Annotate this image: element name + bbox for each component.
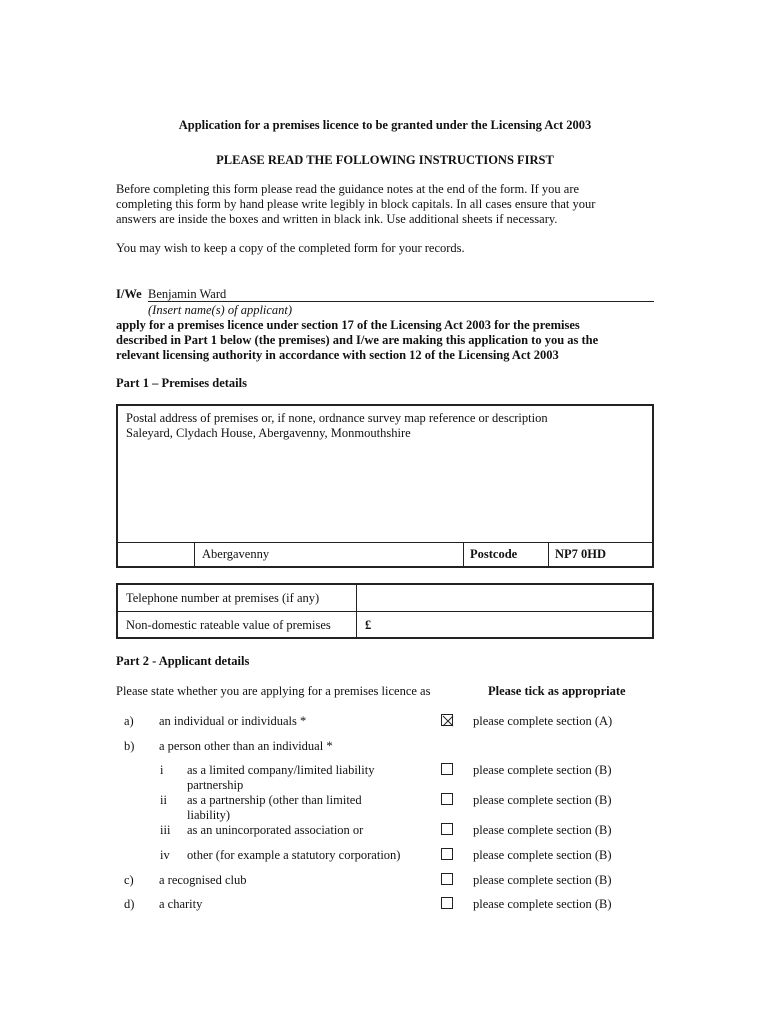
suboption-text: other (for example a statutory corporation) [187, 848, 401, 862]
option-key: a) [124, 714, 134, 728]
option-text: a recognised club [159, 873, 247, 887]
option-text: an individual or individuals * [159, 714, 307, 728]
postcode-label: Postcode [470, 547, 518, 561]
suboption-key: ii [160, 793, 167, 807]
applicant-label: I/We [116, 287, 142, 301]
option-key: c) [124, 873, 134, 887]
option-action: please complete section (B) [473, 848, 612, 862]
option-key: d) [124, 897, 135, 911]
applicant-statement [116, 318, 598, 363]
statement-line: described in Part 1 below (the premises) and I/we are making this application to you as the [116, 333, 599, 347]
intro-paragraph [116, 182, 595, 227]
unincorporated-checkbox[interactable] [441, 823, 453, 835]
suboption-text-line: as a limited company/limited liability [187, 763, 375, 777]
intro-line: answers are inside the boxes and written in black ink. Use additional sheets if necessary. [116, 212, 558, 226]
part2-heading: Part 2 - Applicant details [116, 654, 250, 668]
statement-line: apply for a premises licence under section 17 of the Licensing Act 2003 for the premises [116, 318, 580, 332]
form-title: Application for a premises licence to be granted under the Licensing Act 2003 [178, 118, 592, 132]
option-action: please complete section (A) [473, 714, 613, 728]
suboption-text-line: liability) [187, 808, 231, 822]
suboption-text [187, 763, 374, 793]
suboption-text-line: partnership [187, 778, 244, 792]
part2-question: Please state whether you are applying for a premises licence as [116, 684, 431, 698]
limited-company-checkbox[interactable] [441, 763, 453, 775]
recognised-club-checkbox[interactable] [441, 873, 453, 885]
other-corporation-checkbox[interactable] [441, 848, 453, 860]
statement-line: relevant licensing authority in accordance with section 12 of the Licensing Act 2003 [116, 348, 559, 362]
charity-checkbox[interactable] [441, 897, 453, 909]
applicant-name-underline [148, 301, 654, 302]
address-label: Postal address of premises or, if none, ordnance survey map reference or description [126, 411, 548, 425]
suboption-key: iii [160, 823, 171, 837]
option-action: please complete section (B) [473, 793, 612, 807]
applicant-name[interactable]: Benjamin Ward [148, 287, 227, 301]
rateable-label: Non-domestic rateable value of premises [126, 618, 331, 632]
address-value[interactable]: Saleyard, Clydach House, Abergavenny, Monmouthshire [126, 426, 411, 440]
cell-divider [194, 542, 195, 566]
check-cross-icon [442, 715, 454, 727]
applicant-hint: (Insert name(s) of applicant) [148, 303, 293, 317]
tick-heading: Please tick as appropriate [488, 684, 626, 698]
partnership-checkbox[interactable] [441, 793, 453, 805]
suboption-text [187, 793, 362, 823]
intro-line: Before completing this form please read the guidance notes at the end of the form. If you are [116, 182, 580, 196]
option-action: please complete section (B) [473, 763, 612, 777]
suboption-text-line: as a partnership (other than limited [187, 793, 362, 807]
premises-contact-box [116, 583, 654, 639]
postcode-value[interactable]: NP7 0HD [555, 547, 607, 561]
copy-note: You may wish to keep a copy of the completed form for your records. [116, 241, 465, 255]
option-key: b) [124, 739, 135, 753]
suboption-key: i [160, 763, 164, 777]
premises-address-box [116, 404, 654, 568]
intro-line: completing this form by hand please write legibly in block capitals. In all cases ensure that your [116, 197, 596, 211]
rateable-value[interactable]: £ [365, 618, 372, 632]
cell-divider [356, 585, 357, 637]
suboption-key: iv [160, 848, 170, 862]
option-text: a person other than an individual * [159, 739, 333, 753]
cell-divider [548, 542, 549, 566]
town-value[interactable]: Abergavenny [202, 547, 270, 561]
individual-checkbox[interactable] [441, 714, 453, 726]
option-action: please complete section (B) [473, 897, 612, 911]
contact-divider [118, 611, 652, 612]
cell-divider [463, 542, 464, 566]
part1-heading: Part 1 – Premises details [116, 376, 247, 390]
option-action: please complete section (B) [473, 873, 612, 887]
instructions-heading: PLEASE READ THE FOLLOWING INSTRUCTIONS FIRST [216, 153, 554, 167]
option-text: a charity [159, 897, 203, 911]
suboption-text: as an unincorporated association or [187, 823, 364, 837]
address-divider [118, 542, 652, 543]
option-action: please complete section (B) [473, 823, 612, 837]
telephone-label: Telephone number at premises (if any) [126, 591, 320, 605]
